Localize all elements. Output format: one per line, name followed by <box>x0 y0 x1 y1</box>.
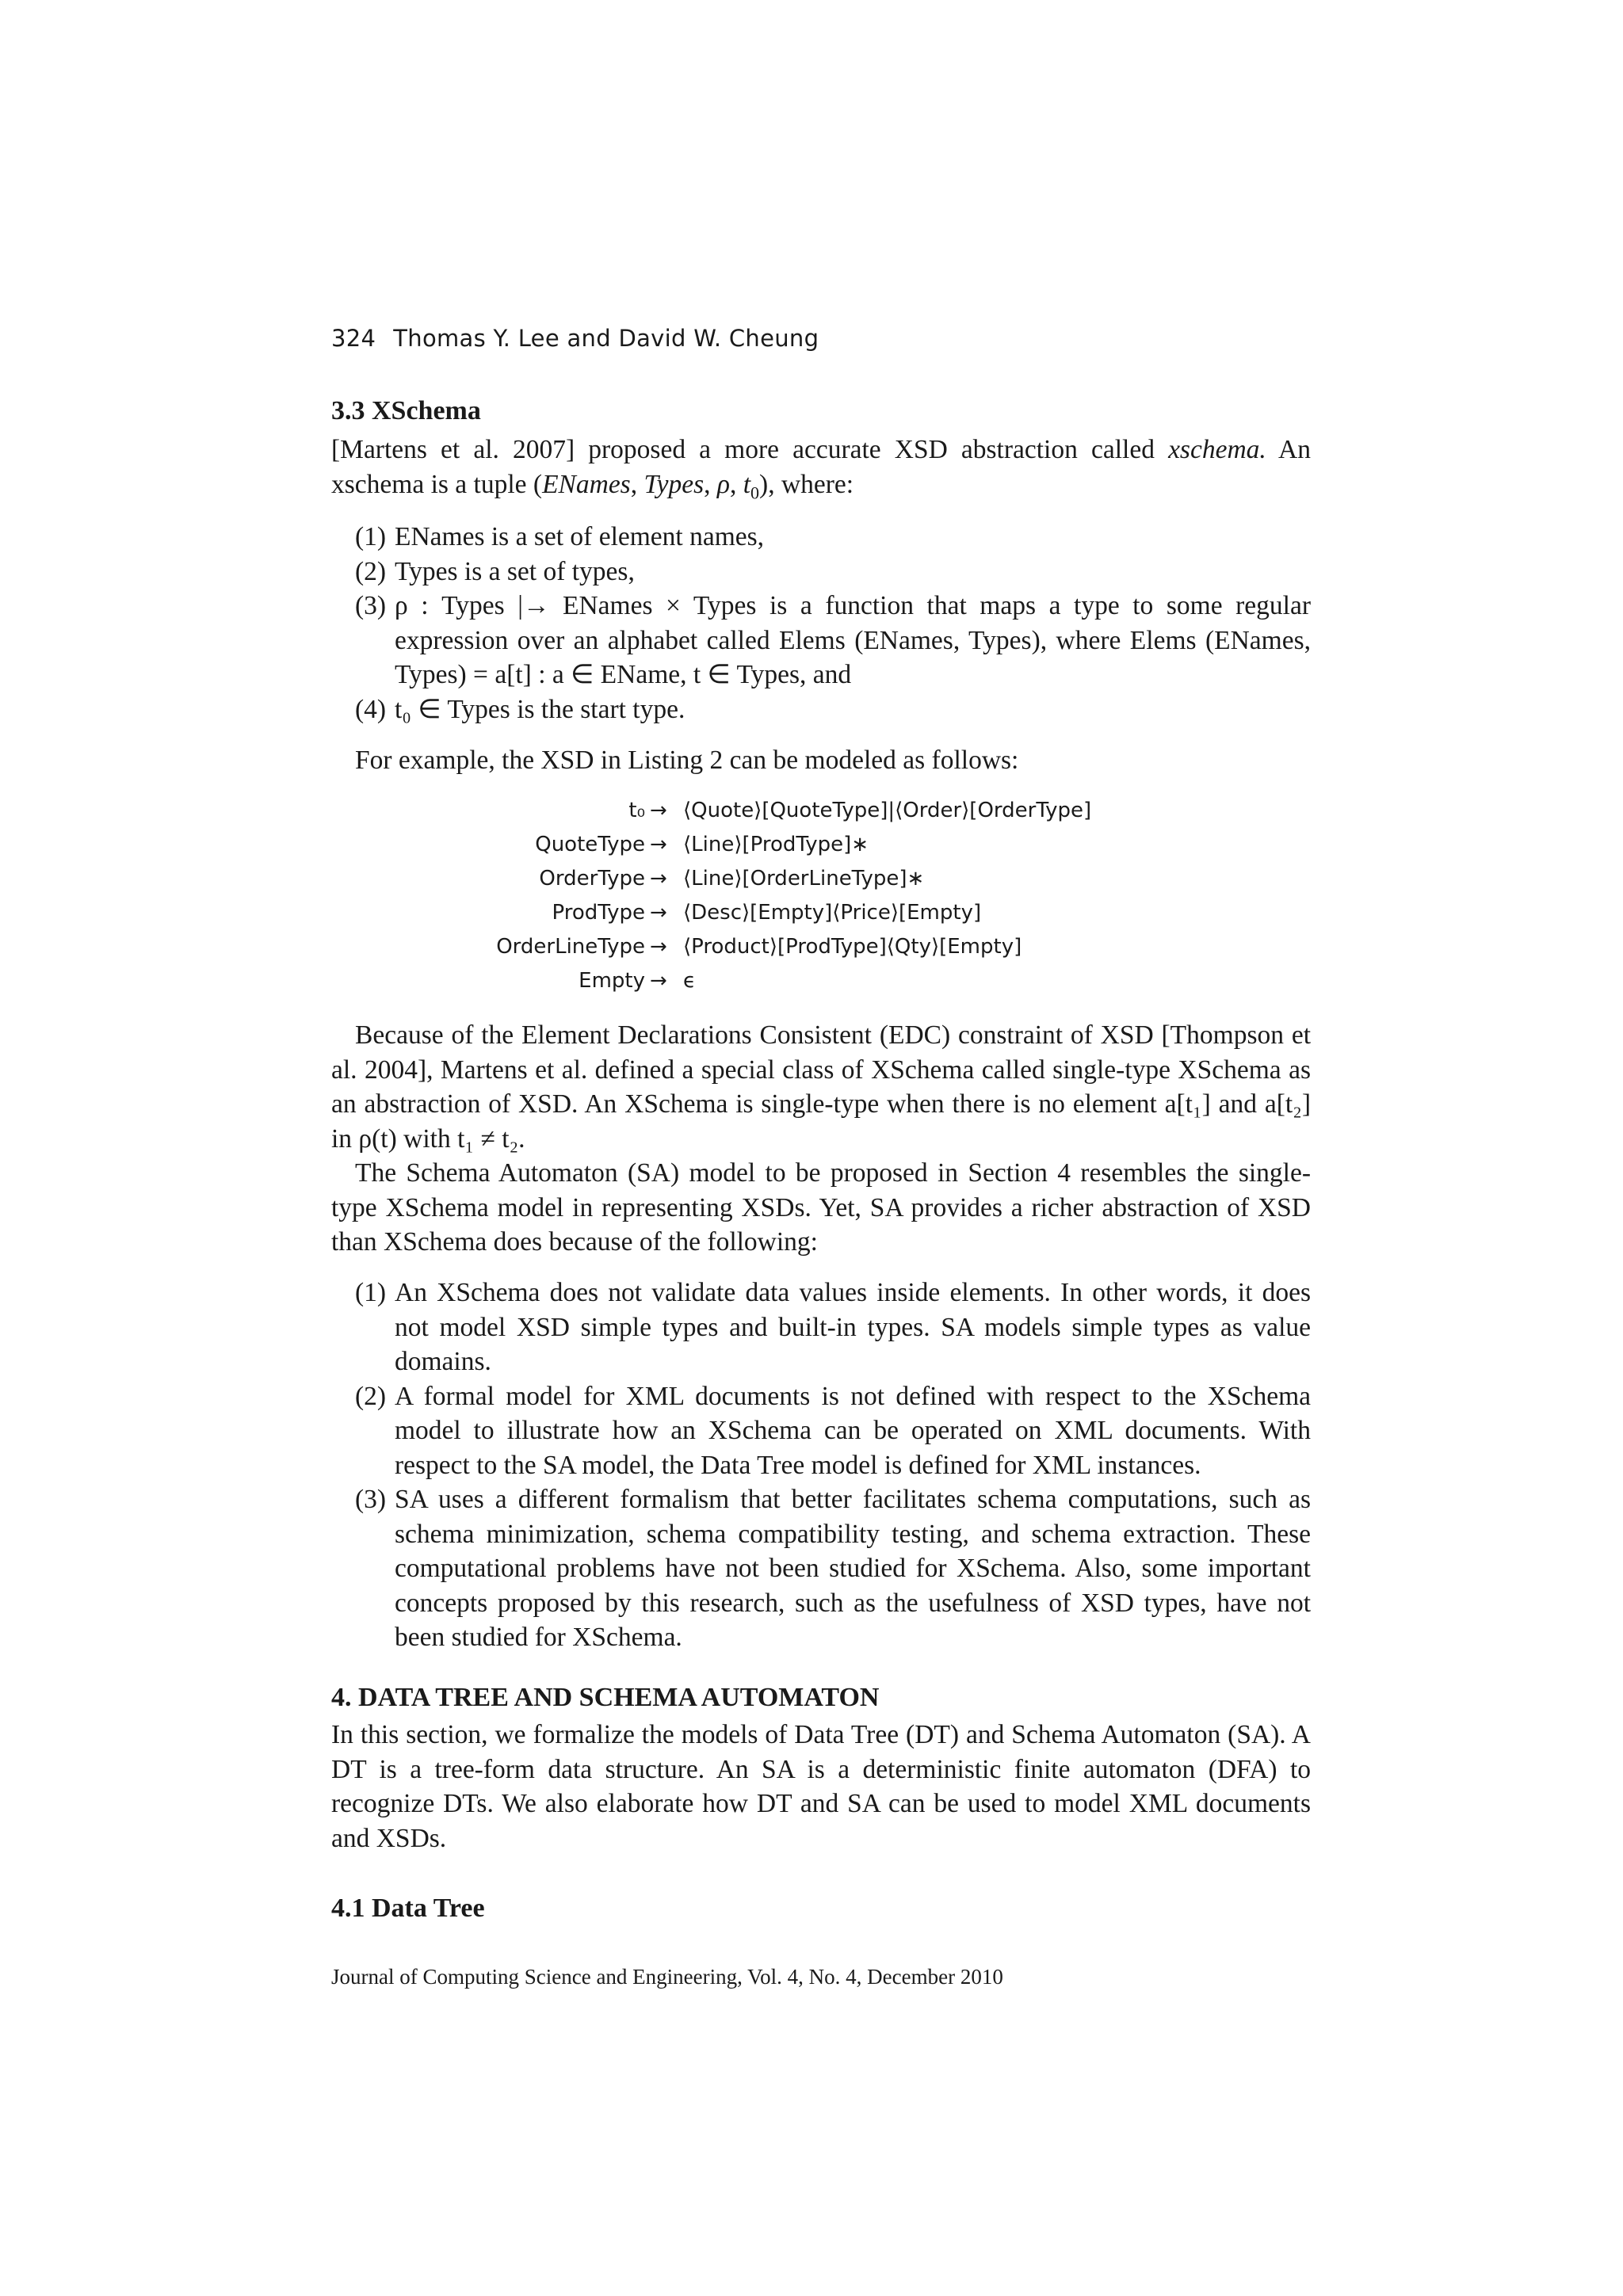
grammar-rule: OrderType → ⟨Line⟩[OrderLineType]∗ <box>539 867 925 891</box>
grammar-rule: OrderLineType → ⟨Product⟩[ProdType]⟨Qty⟩[Empty] <box>496 935 1022 959</box>
list-item: (1) An XSchema does not validate data values inside elements. In other words, it does not model XSD simple types and built-in types. SA models simple types as value domains. <box>355 1278 1311 1376</box>
xschema-components-list <box>355 520 1311 727</box>
sa-comparison-paragraph: The Schema Automaton (SA) model to be proposed in Section 4 resembles the single-type XSchema model in representing XSDs. Yet, SA provides a richer abstraction of XSD than XSchema does because of the following: <box>331 1158 1311 1257</box>
section-heading-4: 4. DATA TREE AND SCHEMA AUTOMATON <box>331 1683 880 1712</box>
example-intro: For example, the XSD in Listing 2 can be modeled as follows: <box>355 746 1019 775</box>
list-item: (3) ρ : Types |→ ENames × Types is a function that maps a type to some regular expression over an alphabet called Elems (ENames, Types), where Elems (ENames, Types) = a[t] : a ∈ EName, t ∈ Types, and <box>355 591 1311 689</box>
xschema-grammar <box>331 794 1311 998</box>
journal-footer: Journal of Computing Science and Engineering, Vol. 4, No. 4, December 2010 <box>331 1965 1003 1989</box>
grammar-rule: t₀ → ⟨Quote⟩[QuoteType]|⟨Order⟩[OrderType] <box>628 799 1092 822</box>
section-4-intro: In this section, we formalize the models of Data Tree (DT) and Schema Automaton (SA). A DT is a tree-form data structure. An SA is a deterministic finite automaton (DFA) to recognize DTs. We also elaborate how DT and SA can be used to model XML documents and XSDs. <box>331 1720 1311 1853</box>
list-item: (4) t₀ ∈ Types is the start type. <box>355 694 685 724</box>
grammar-rule: QuoteType → ⟨Line⟩[ProdType]∗ <box>535 833 869 856</box>
sa-differences-list <box>355 1276 1311 1655</box>
running-header <box>331 325 819 352</box>
list-item: (2) Types is a set of types, <box>355 556 635 586</box>
page-number: 324 <box>331 325 376 352</box>
authors: Thomas Y. Lee and David W. Cheung <box>393 325 819 352</box>
list-item: (2) A formal model for XML documents is not defined with respect to the XSchema model to illustrate how an XSchema can be operated on XML documents. With respect to the SA model, the Data Tree model is defined for XML instances. <box>355 1381 1311 1480</box>
list-item: (3) SA uses a different formalism that better facilitates schema computations, such as schema minimization, schema compatibility testing, and schema extraction. These computational problems have not been studied for XSchema. Also, some important concepts proposed by this research, such as the usefulness of XSD types, have not been studied for XSchema. <box>355 1485 1311 1652</box>
grammar-rule: ProdType → ⟨Desc⟩[Empty]⟨Price⟩[Empty] <box>552 901 982 925</box>
section-heading-3-3: 3.3 XSchema <box>331 396 481 425</box>
edc-paragraph: Because of the Element Declarations Consistent (EDC) constraint of XSD [Thompson et al. 2004], Martens et al. defined a special class of XSchema called single-type XSchema as an abstraction of XSD. An XSchema is single-type when there is no element a[t₁] and a[t₂] in ρ(t) with t₁ ≠ t₂. <box>331 1020 1311 1154</box>
grammar-rule: Empty → ϵ <box>579 969 696 993</box>
section-heading-4-1: 4.1 Data Tree <box>331 1894 485 1923</box>
xschema-intro: [Martens et al. 2007] proposed a more accurate XSD abstraction called xschema. An xschema is a tuple (ENames, Types, ρ, $t_0$), where: <box>331 435 1311 503</box>
list-item: (1) ENames is a set of element names, <box>355 522 765 551</box>
